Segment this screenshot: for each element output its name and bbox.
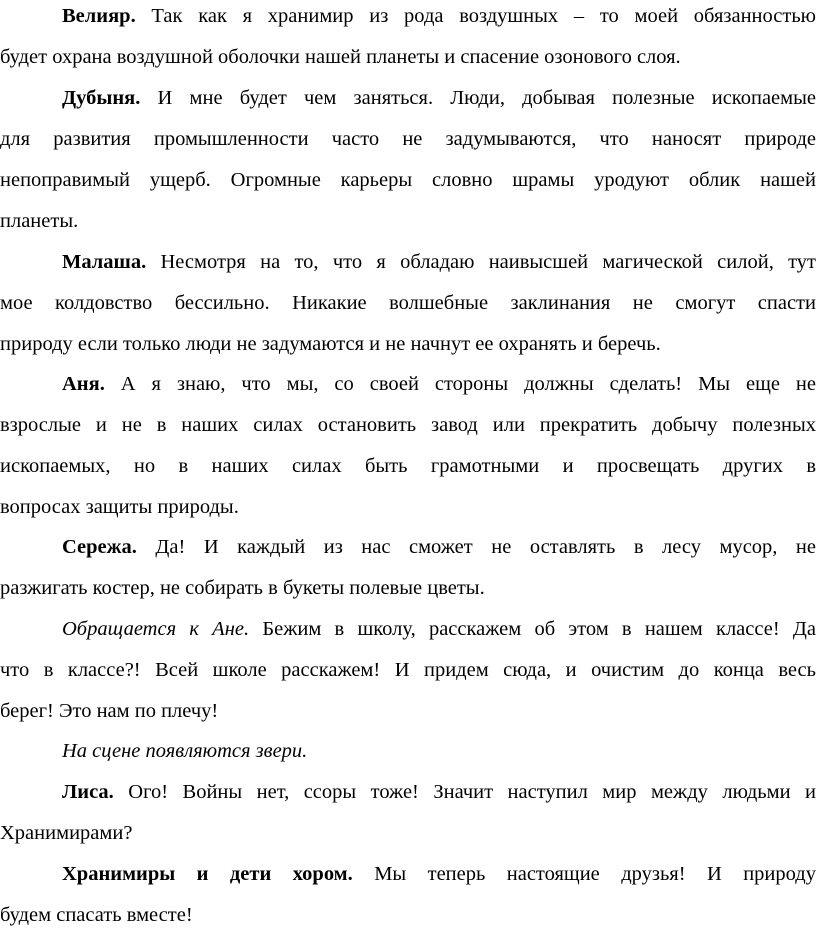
paragraph-line: вопросах защиты природы. [0,496,239,518]
stage-direction: Обращается к Ане. [62,618,250,640]
line-text: А я знаю, что мы, со своей стороны должны сделать! Мы еще не [104,373,816,395]
paragraph-line [0,609,816,650]
paragraph-chorus [0,854,816,936]
paragraph-line: Хранимирами? [0,822,133,844]
line-text: Ого! Войны нет, ссоры тоже! Значит наступил мир между людьми и [113,781,816,803]
paragraph-anya [0,364,816,528]
paragraph-line: природу если только люди не задумаются и не начнут ее охранять и беречь. [0,333,661,355]
speaker-name: Велияр. [62,5,136,27]
paragraph-line: мое колдовство бессильно. Никакие волшебные заклинания не смогут спасти [0,292,816,314]
line-text: Бежим в школу, расскажем об этом в нашем классе! Да [249,618,816,640]
speaker-name: Сережа. [62,536,137,558]
paragraph-line: разжигать костер, не собирать в букеты полевые цветы. [0,577,485,599]
paragraph-line: ископаемых, но в наших силах быть грамотными и просвещать других в [0,455,816,477]
paragraph-line: будет охрана воздушной оболочки нашей планеты и спасение озонового слоя. [0,46,681,68]
paragraph-line: что в классе?! Всей школе расскажем! И придем сюда, и очистим до конца весь [0,659,816,681]
paragraph-line: будем спасать вместе! [0,904,193,926]
paragraph-line: для развития промышленности часто не задумываются, что наносят природе [0,128,816,150]
paragraph-line: планеты. [0,210,79,232]
line-text: Несмотря на то, что я обладаю наивысшей магической силой, тут [146,251,816,273]
speaker-name: Дубыня. [62,87,141,109]
speaker-name: Аня. [62,373,105,395]
paragraph-line [0,242,816,283]
line-text: Мы теперь настоящие друзья! И природу [352,863,816,885]
paragraph-lisa [0,772,816,854]
line-text: И мне будет чем заняться. Люди, добывая полезные ископаемые [140,87,816,109]
paragraph-address-anya [0,609,816,732]
paragraph-line [0,854,816,895]
paragraph-line [0,0,816,37]
speaker-name: Лиса. [62,781,114,803]
paragraph-stage-animals [0,731,816,772]
paragraph-line [0,772,816,813]
paragraph-line [0,364,816,405]
paragraph-line [0,527,816,568]
stage-direction: На сцене появляются звери. [62,740,308,762]
speaker-name: Хранимиры и дети хором. [62,863,353,885]
speaker-name: Малаша. [62,251,147,273]
paragraph-line: взрослые и не в наших силах остановить завод или прекратить добычу полезных [0,414,816,436]
paragraph-line [0,78,816,119]
paragraph-malasha [0,242,816,365]
paragraph-line: непоправимый ущерб. Огромные карьеры словно шрамы уродуют облик нашей [0,169,816,191]
paragraph-line: берег! Это нам по плечу! [0,700,219,722]
paragraph-serezha [0,527,816,609]
line-text: Да! И каждый из нас сможет не оставлять в лесу мусор, не [136,536,816,558]
line-text: Так как я хранимир из рода воздушных – то моей обязанностью [135,5,816,27]
paragraph-veliyar [0,0,816,78]
paragraph-dubynya [0,78,816,242]
